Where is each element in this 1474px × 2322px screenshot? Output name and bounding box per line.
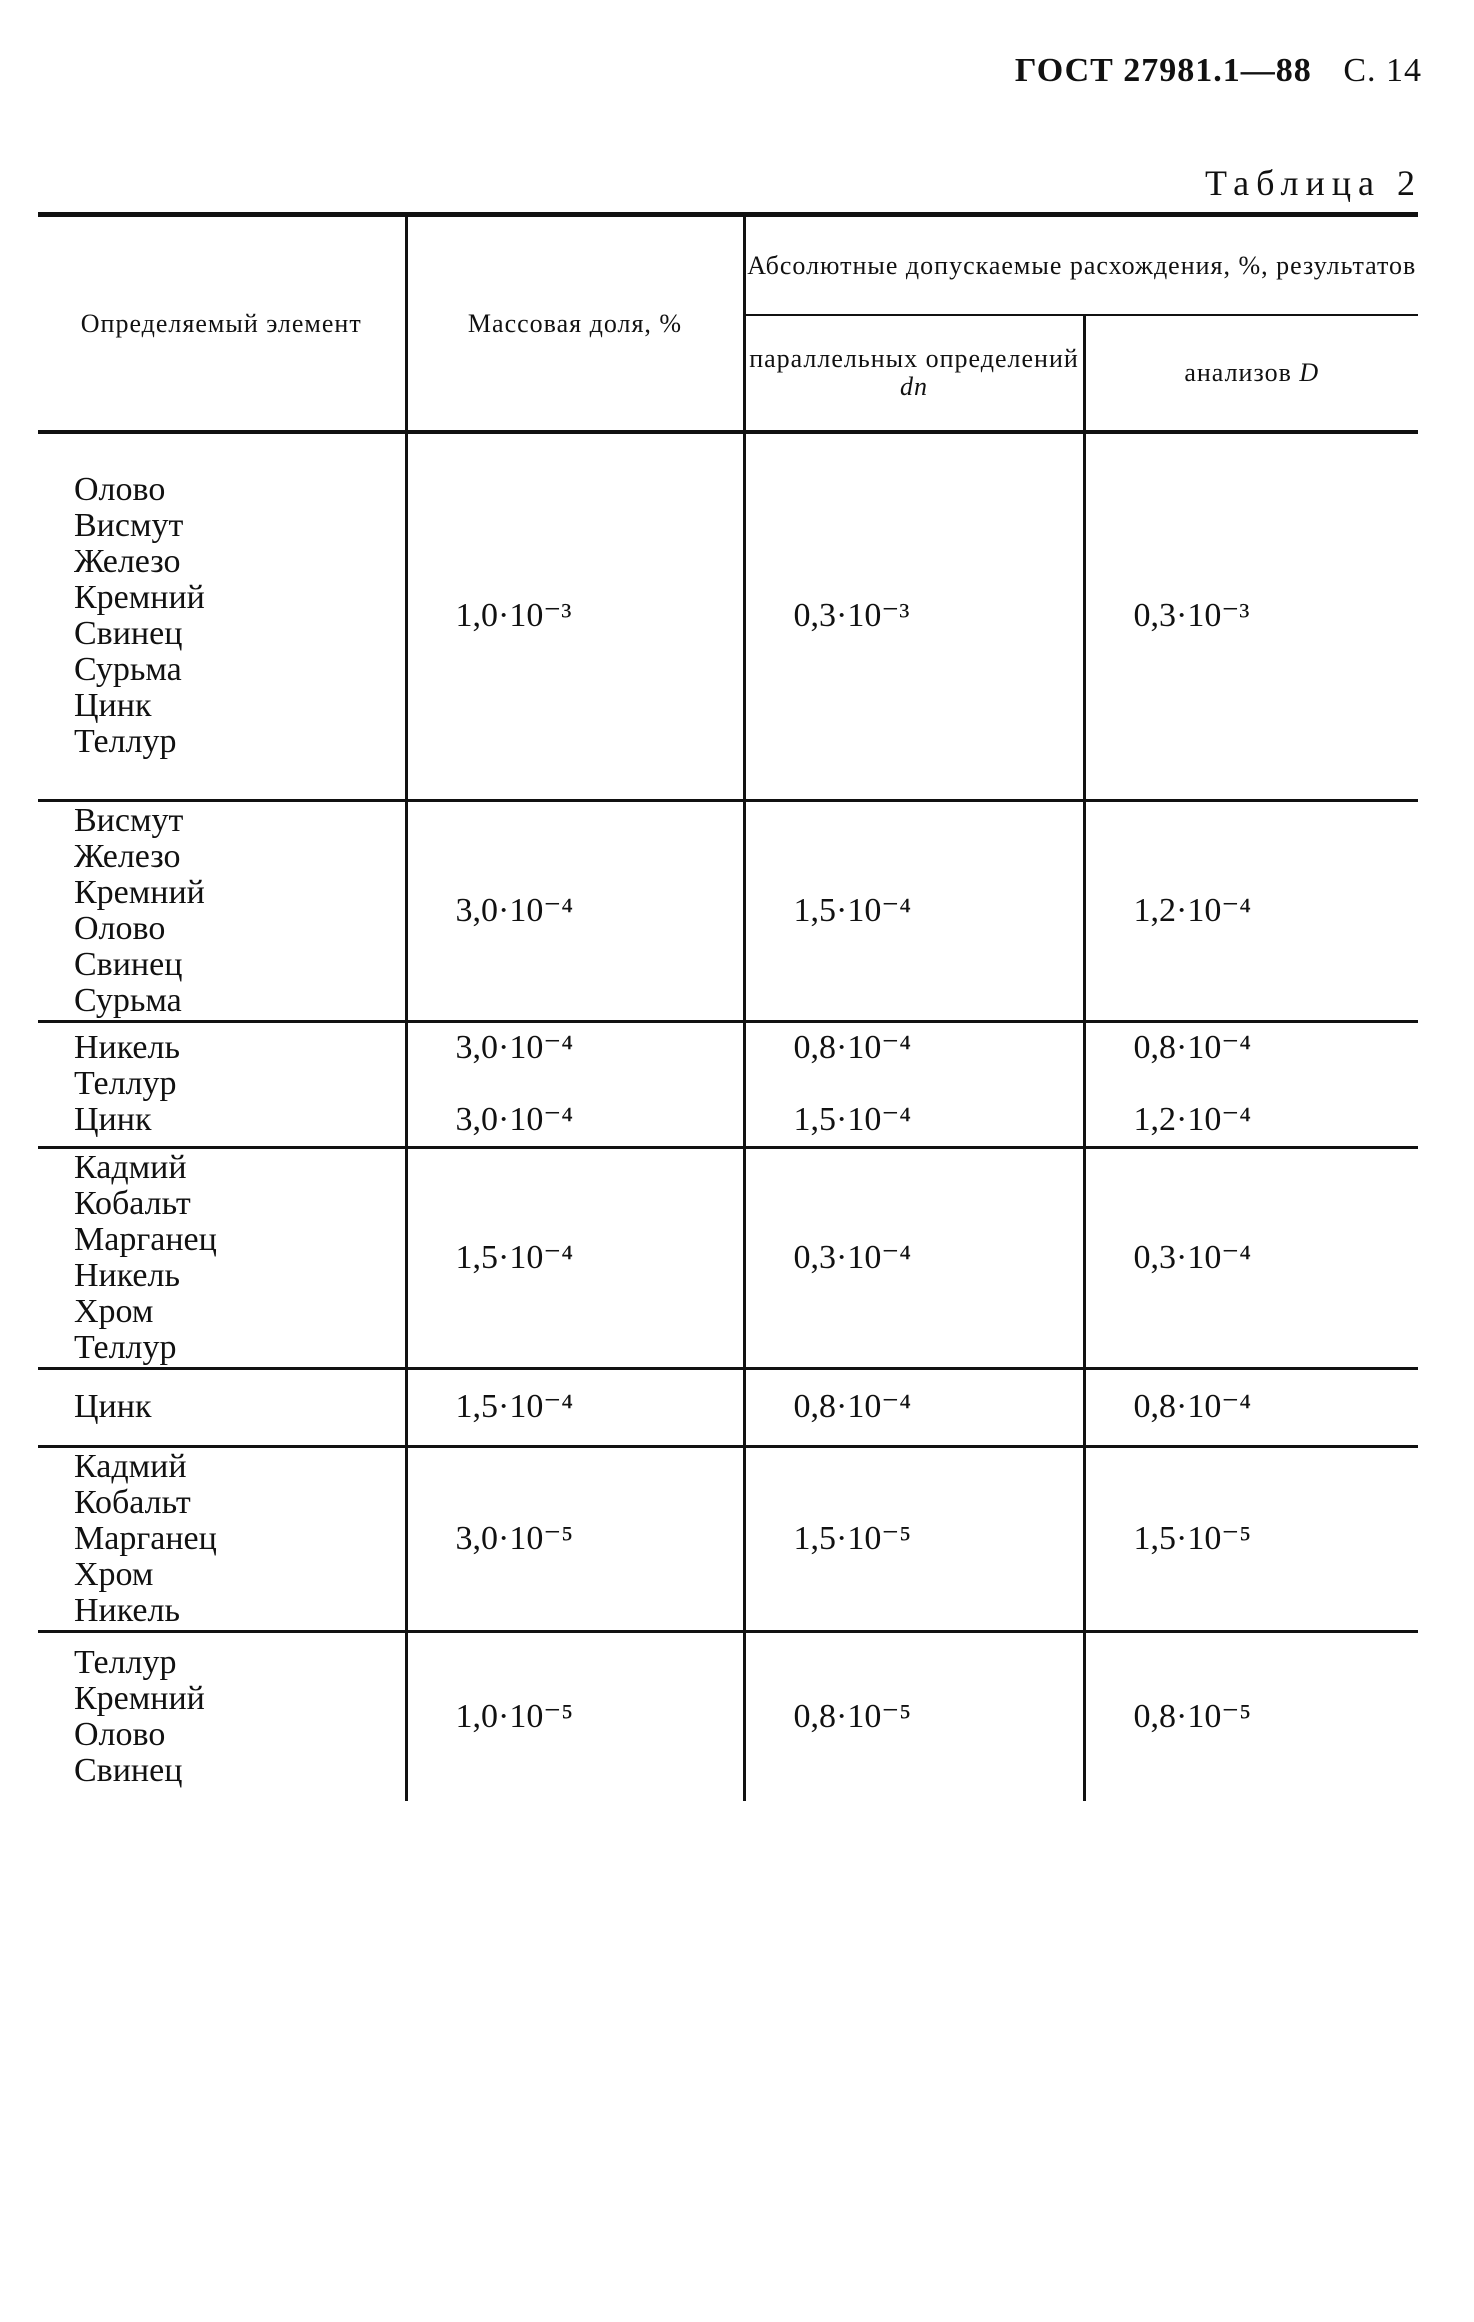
- table-caption: Таблица 2: [1205, 163, 1422, 203]
- parallel-tolerance-value: 0,8·10⁻⁴: [793, 1388, 912, 1425]
- parallel-tolerance-value: 1,5·10⁻⁴: [793, 891, 912, 929]
- mass-fraction-cell: [406, 1446, 744, 1631]
- element-cell: [38, 1631, 406, 1801]
- mass-fraction-value: 1,5·10⁻⁴: [455, 1388, 574, 1425]
- element-name: Никель: [74, 1029, 180, 1066]
- mass-fraction-value: 3,0·10⁻⁴: [455, 1101, 574, 1138]
- table-row: [38, 1147, 1418, 1368]
- table-row: [38, 1368, 1418, 1446]
- table-row: [38, 800, 1418, 1021]
- element-name: Никель: [74, 1256, 180, 1294]
- element-name: Свинец: [74, 945, 183, 983]
- element-name: Сурьма: [74, 651, 182, 689]
- parallel-tolerance-value: 0,8·10⁻⁵: [793, 1697, 912, 1735]
- element-name: Кадмий: [74, 1447, 187, 1485]
- element-name: Свинец: [74, 1751, 183, 1789]
- column-header-mass-fraction: Массовая доля, %: [406, 217, 744, 432]
- element-cell: [38, 432, 406, 800]
- page-number: С. 14: [1343, 52, 1422, 89]
- element-name: Висмут: [74, 507, 184, 545]
- parallel-symbol: dn: [900, 372, 928, 401]
- table-row: [38, 1631, 1418, 1801]
- analyses-tolerance-value: 0,8·10⁻⁴: [1133, 1388, 1252, 1425]
- parallel-tolerance-value: 0,3·10⁻³: [793, 597, 910, 635]
- parallel-tolerance-value: 1,5·10⁻⁵: [793, 1519, 912, 1557]
- column-header-element: Определяемый элемент: [38, 217, 406, 432]
- element-name: Кремний: [74, 579, 205, 617]
- analyses-symbol: D: [1299, 358, 1320, 387]
- analyses-tolerance-value: 0,3·10⁻³: [1133, 597, 1250, 635]
- element-name: Цинк: [74, 1388, 152, 1425]
- element-name: Теллур: [74, 723, 177, 761]
- analyses-tolerance-cell: [1084, 1631, 1418, 1801]
- analyses-tolerance-value: 0,8·10⁻⁴: [1133, 1029, 1252, 1066]
- element-name: Кремний: [74, 873, 205, 911]
- mass-fraction-cell: [406, 1021, 744, 1147]
- mass-fraction-value: 3,0·10⁻⁵: [455, 1519, 574, 1557]
- parallel-tolerance-cell: [744, 1021, 1084, 1147]
- mass-fraction-cell: [406, 432, 744, 800]
- analyses-tolerance-value: 1,2·10⁻⁴: [1133, 891, 1252, 929]
- mass-fraction-value: 3,0·10⁻⁴: [455, 891, 574, 929]
- table-row: [38, 1021, 1418, 1147]
- element-name: Теллур: [74, 1328, 177, 1366]
- page-header: [1015, 52, 1422, 90]
- column-header-tolerance-group: Абсолютные допускаемые расхождения, %, результатов: [744, 217, 1418, 315]
- parallel-label: параллельных определений: [749, 344, 1079, 373]
- element-name: Кобальт: [74, 1483, 191, 1521]
- analyses-tolerance-cell: [1084, 1021, 1418, 1147]
- mass-fraction-cell: [406, 800, 744, 1021]
- element-name: Железо: [74, 543, 181, 581]
- element-name: Цинк: [74, 1101, 152, 1138]
- table-body: [38, 432, 1418, 1801]
- element-name: Кадмий: [74, 1148, 187, 1186]
- mass-fraction-value: 1,0·10⁻³: [455, 597, 572, 635]
- analyses-tolerance-cell: [1084, 1368, 1418, 1446]
- analyses-tolerance-value: 0,3·10⁻⁴: [1133, 1238, 1252, 1276]
- element-cell: [38, 1021, 406, 1147]
- standard-number: ГОСТ 27981.1—88: [1014, 52, 1312, 89]
- element-name: Кремний: [74, 1679, 205, 1717]
- element-cell: [38, 1147, 406, 1368]
- element-name: Теллур: [74, 1643, 177, 1681]
- element-name: Никель: [74, 1591, 180, 1629]
- element-name: Олово: [74, 909, 166, 947]
- mass-fraction-cell: [406, 1147, 744, 1368]
- element-name: Олово: [74, 1715, 166, 1753]
- parallel-tolerance-cell: [744, 800, 1084, 1021]
- parallel-tolerance-value: 1,5·10⁻⁴: [793, 1101, 912, 1138]
- table-row: [38, 432, 1418, 800]
- analyses-tolerance-cell: [1084, 1446, 1418, 1631]
- table-header: [38, 217, 1418, 432]
- element-name: Сурьма: [74, 981, 182, 1019]
- analyses-tolerance-cell: [1084, 800, 1418, 1021]
- parallel-tolerance-cell: [744, 432, 1084, 800]
- parallel-tolerance-cell: [744, 1147, 1084, 1368]
- analyses-tolerance-cell: [1084, 1147, 1418, 1368]
- element-cell: [38, 800, 406, 1021]
- analyses-label: анализов: [1184, 358, 1292, 387]
- element-name: Теллур: [74, 1065, 177, 1102]
- element-name: Марганец: [74, 1220, 217, 1258]
- element-cell: [38, 1446, 406, 1631]
- parallel-tolerance-value: 0,3·10⁻⁴: [793, 1238, 912, 1276]
- analyses-tolerance-value: 1,5·10⁻⁵: [1133, 1519, 1252, 1557]
- element-name: Хром: [74, 1555, 154, 1593]
- element-name: Олово: [74, 471, 166, 509]
- element-name: Марганец: [74, 1519, 217, 1557]
- mass-fraction-value: 1,5·10⁻⁴: [455, 1238, 574, 1276]
- mass-fraction-value: 1,0·10⁻⁵: [455, 1697, 574, 1735]
- parallel-tolerance-cell: [744, 1631, 1084, 1801]
- element-name: Кобальт: [74, 1184, 191, 1222]
- element-name: Железо: [74, 837, 181, 875]
- parallel-tolerance-value: 0,8·10⁻⁴: [793, 1029, 912, 1066]
- mass-fraction-cell: [406, 1631, 744, 1801]
- element-name: Хром: [74, 1292, 154, 1330]
- analyses-tolerance-value: 0,8·10⁻⁵: [1133, 1697, 1252, 1735]
- column-header-analyses: [1084, 315, 1418, 432]
- element-name: Висмут: [74, 801, 184, 839]
- parallel-tolerance-cell: [744, 1368, 1084, 1446]
- element-name: Цинк: [74, 687, 152, 725]
- analyses-tolerance-cell: [1084, 432, 1418, 800]
- table-row: [38, 1446, 1418, 1631]
- mass-fraction-value: 3,0·10⁻⁴: [455, 1029, 574, 1066]
- analyses-tolerance-value: 1,2·10⁻⁴: [1133, 1101, 1252, 1138]
- column-header-parallel: [744, 315, 1084, 432]
- mass-fraction-cell: [406, 1368, 744, 1446]
- tolerance-table: [38, 217, 1418, 1801]
- parallel-tolerance-cell: [744, 1446, 1084, 1631]
- element-cell: [38, 1368, 406, 1446]
- element-name: Свинец: [74, 615, 183, 653]
